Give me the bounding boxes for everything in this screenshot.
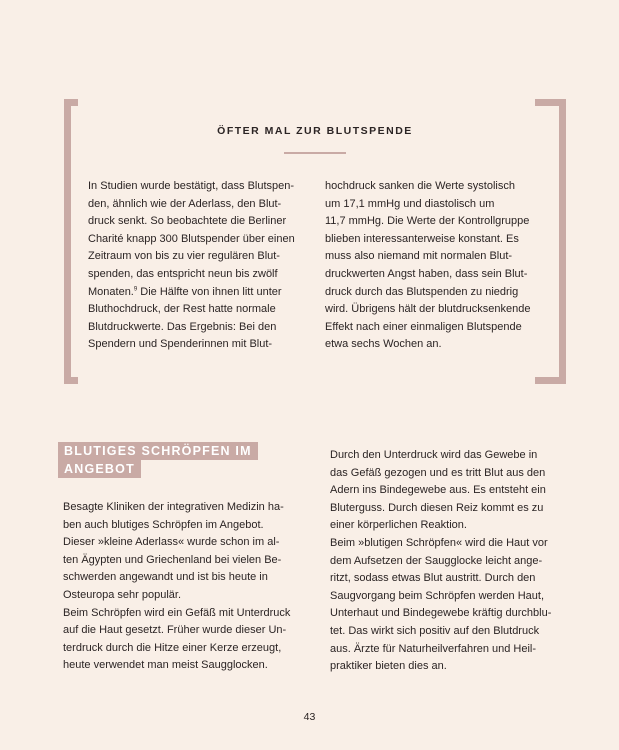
text-line: Zeitraum von bis zu vier regulären Blut-: [88, 250, 280, 263]
text-line: dem Aufsetzen der Saugglocke leicht ange-: [330, 554, 543, 567]
text-line: um 17,1 mmHg und diastolisch um: [325, 197, 495, 210]
box-title-rule: [284, 152, 346, 154]
text-line: Unterhaut und Bindegewebe kräftig durchblu-: [330, 607, 552, 620]
box-title: ÖFTER MAL ZUR BLUTSPENDE: [217, 125, 413, 137]
box-bracket-right: [535, 99, 566, 384]
box-column-right: [325, 178, 530, 354]
text-line: ten Ägypten und Griechenland bei vielen Be-: [63, 553, 282, 566]
text-line: druck senkt. So beobachtete die Berliner: [88, 215, 287, 228]
text-line: Beim »blutigen Schröpfen« wird die Haut vor: [330, 536, 548, 549]
text-line: Charité knapp 300 Blutspender über einen: [88, 232, 295, 245]
text-line: In Studien wurde bestätigt, dass Blutspen-: [88, 180, 295, 192]
page-number: 43: [303, 711, 316, 723]
text-line: Saugvorgang beim Schröpfen werden Haut,: [330, 589, 545, 602]
text-line: terdruck durch die Hitze einer Kerze erzeugt,: [63, 641, 282, 654]
text-line: Besagte Kliniken der integrativen Medizin ha-: [63, 501, 284, 513]
footnote-marker: 9: [133, 285, 138, 292]
text-line: Spendern und Spenderinnen mit Blut-: [88, 338, 273, 351]
text-line: praktiker bieten dies an.: [330, 660, 447, 673]
text-line: Bluterguss. Durch diesen Reiz kommt es zu: [330, 501, 544, 514]
text-line: Durch den Unterdruck wird das Gewebe in: [330, 449, 538, 461]
section-column-left: [63, 499, 290, 675]
text-line: Dieser »kleine Aderlass« wurde schon im al-: [63, 536, 280, 549]
section-heading-line: ANGEBOT: [58, 460, 141, 478]
text-line: das Gefäß gezogen und es tritt Blut aus den: [330, 466, 546, 479]
text-line: schwerden angewandt und ist bis heute in: [63, 571, 268, 584]
text-line: etwa sechs Wochen an.: [325, 338, 442, 351]
text-line: auf die Haut gesetzt. Früher wurde dieser Un-: [63, 624, 287, 637]
text-line: Blutdruckwerte. Das Ergebnis: Bei den: [88, 320, 277, 333]
box-column-left: [88, 178, 295, 354]
text-line: tet. Das wirkt sich positiv auf den Blutdruck: [330, 624, 540, 637]
text-fragment: Die Hälfte von ihnen litt unter: [140, 285, 282, 298]
text-line: einer körperlichen Reaktion.: [330, 519, 467, 532]
section-heading-line: BLUTIGES SCHRÖPFEN IM: [58, 442, 258, 460]
section-heading: [58, 442, 258, 478]
text-line: aus. Ärzte für Naturheilverfahren und Heil-: [330, 642, 537, 655]
text-line: druck durch das Blutspenden zu niedrig: [325, 285, 519, 298]
text-line: Bluthochdruck, der Rest hatte normale: [88, 303, 276, 316]
text-line: [88, 284, 295, 302]
text-line: blieben interessanterweise konstant. Es: [325, 232, 519, 245]
text-line: 11,7 mmHg. Die Werte der Kontrollgruppe: [325, 215, 530, 228]
text-line: heute verwendet man meist Saugglocken.: [63, 659, 268, 672]
text-line: Adern ins Bindegewebe aus. Es entsteht ein: [330, 484, 546, 497]
section-column-right: [330, 447, 551, 676]
text-line: wird. Übrigens hält der blutdrucksenkende: [325, 303, 531, 316]
text-line: Beim Schröpfen wird ein Gefäß mit Unterdruck: [63, 606, 291, 619]
text-line: hochdruck sanken die Werte systolisch: [325, 180, 515, 192]
text-line: Effekt nach einer einmaligen Blutspende: [325, 320, 522, 333]
text-line: druckwerten Angst haben, dass sein Blut-: [325, 267, 528, 280]
text-line: ben auch blutiges Schröpfen im Angebot.: [63, 518, 264, 531]
text-line: den, ähnlich wie der Aderlass, den Blut-: [88, 197, 282, 210]
text-line: Osteuropa sehr populär.: [63, 588, 182, 601]
text-line: muss also niemand mit normalen Blut-: [325, 250, 513, 263]
box-bracket-left: [64, 99, 78, 384]
text-line: spenden, das entspricht neun bis zwölf: [88, 267, 278, 280]
text-line: ritzt, sodass etwas Blut austritt. Durch den: [330, 572, 536, 585]
text-fragment: Monaten.: [88, 285, 134, 298]
